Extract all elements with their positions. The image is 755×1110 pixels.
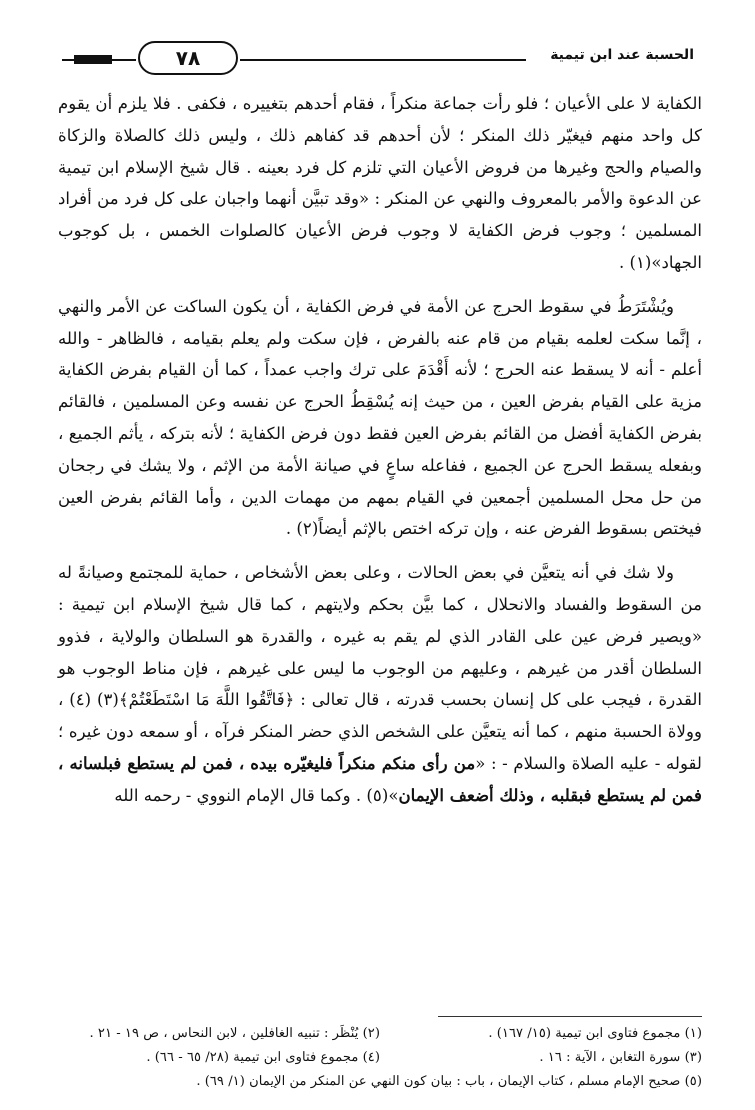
- running-title: الحسبة عند ابن تيمية: [550, 47, 694, 63]
- paragraph-1: الكفاية لا على الأعيان ؛ فلو رأت جماعة منكراً ، فقام أحدهم بتغييره ، فكفى . فلا يلزم أن يقوم كل واحد منهم فيغيّر ذلك المنكر ؛ لأن أحدهم قد كفاهم ذلك ، وليس ذلك كالصلاة والزكاة والصيام والحج وغيرها من فروض الأعيان التي تلزم كل فرد بعينه . قال شيخ الإسلام ابن تيمية عن الدعوة والأمر بالمعروف والنهي عن المنكر : «وقد تبيَّن أنهما واجبان على كل فرد من أفراد المسلمين ؛ وجوب فرض الكفاية لا وجوب فرض الأعيان كالصلوات الخمس ، بل كوجوب الجهاد»(١) .: [58, 94, 702, 272]
- paragraph-3-text: ولا شك في أنه يتعيَّن في بعض الحالات ، وعلى بعض الأشخاص ، حماية للمجتمع وصيانةً له من السقوط والفساد والانحلال ، كما بيَّن بحكم ولايتهم ، كما قال شيخ الإسلام ابن تيمية : «ويصير فرض عين على القادر الذي لم يقم به غيره ، والقدرة هو السلطان والولاية ، فذوو السلطان أقدر من غيرهم ، وعليهم من الوجوب ما ليس على غيرهم ، فإن مناط الوجوب هو القدرة ، فيجب على كل إنسان بحسب قدرته ، قال تعالى : ﴿فَاتَّقُوا اللَّهَ مَا اسْتَطَعْتُمْ﴾(٣) (٤) ، وولاة الحسبة منهم ، كما أنه يتعيَّن على الشخص الذي حضر المنكر فرآه ، أو سمعه دون غيره ؛ لقوله - عليه الصلاة والسلام - : «: [58, 563, 702, 773]
- footnote-4: (٤) مجموع فتاوى ابن تيمية (٢٨/ ٦٥ - ٦٦) .: [146, 1050, 380, 1065]
- paragraph-2: ويُشْتَرَطُ في سقوط الحرج عن الأمة في فرض الكفاية ، أن يكون الساكت عن الأمر والنهي ، إنَّما سكت لعلمه بقيام من قام عنه بالفرض ، فإن سكت ولم يعلم بقيامه ، فالظاهر - والله أعلم - أنه لا يسقط عنه الحرج ؛ لأنه أَقْدَمَ على ترك واجب عمداً ، كما أن القيام بفرض الكفاية مزية على القيام بفرض العين ، من حيث إنه يُسْقِطُ الحرج عن نفسه وعن المسلمين ، فالقائم بفرض الكفاية أفضل من القائم بفرض العين فقط دون فرض الكفاية ؛ لأنه بتركه ، يأثم الجميع ، وبفعله يسقط الحرج عن الجميع ، ففاعله ساعٍ في صيانة الأمة من الإثم ، ولا يشك في رجحان من حل محل المسلمين أجمعين في القيام بمهم من مهمات الدين ، وأما القائم بفرض العين فيختص بسقوط الفرض عنه ، وإن تركه اختص بالإثم أيضاً(٢) .: [58, 296, 702, 539]
- header-rule-left: [62, 59, 136, 61]
- footnotes: [58, 1022, 702, 1094]
- footnote-3: (٣) سورة التغابن ، الآية : ١٦ .: [539, 1050, 702, 1065]
- paragraph-3-end: »(٥) . وكما قال الإمام النووي - رحمه الله: [114, 785, 399, 805]
- footnote-row: [58, 1022, 702, 1046]
- page-header: [62, 38, 694, 80]
- main-text: [58, 88, 702, 812]
- header-rule: [240, 59, 526, 61]
- footnote-2: (٢) يُنْظَر : تنبيه الغافلين ، لابن النحاس ، ص ١٩ - ٢١ .: [89, 1026, 380, 1041]
- footnote-row: [58, 1070, 702, 1094]
- footnote-5: (٥) صحيح الإمام مسلم ، كتاب الإيمان ، باب : بيان كون النهي عن المنكر من الإيمان (١/ ٦٩) .: [196, 1074, 702, 1089]
- page-number: ٧٨: [138, 41, 238, 75]
- footnote-1: (١) مجموع فتاوى ابن تيمية (١٥/ ١٦٧) .: [488, 1026, 702, 1041]
- footnote-row: [58, 1046, 702, 1070]
- paragraph-3: [58, 557, 702, 811]
- hadith-quote: من رأى منكم منكراً فليغيّره بيده ، فمن لم يستطع فبلسانه ، فمن لم يستطع فبقلبه ، وذلك أضعف الإيمان: [58, 752, 702, 805]
- footnote-separator: [438, 1016, 702, 1017]
